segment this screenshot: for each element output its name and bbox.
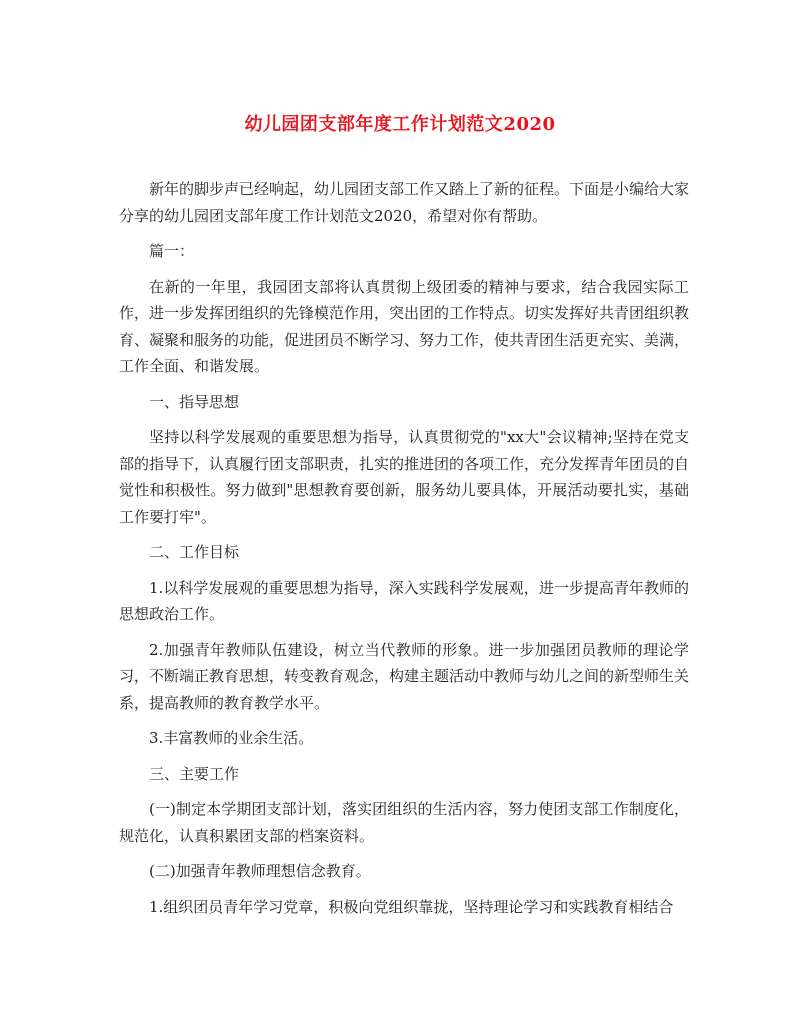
heading-main-work: 三、主要工作 bbox=[149, 764, 240, 783]
goal-item-1: 1.以科学发展观的重要思想为指导，深入实践科学发展观，进一步提高青年教师的思想政治工作。 bbox=[119, 578, 689, 623]
goal-item-2: 2.加强青年教师队伍建设，树立当代教师的形象。进一步加强团员教师的理论学习，不断端正教育思想，转变教育观念，构建主题活动中教师与幼儿之间的新型师生关系，提高教师的教育教学水平。 bbox=[119, 640, 690, 712]
paragraph-part-one: 篇一： bbox=[149, 242, 195, 260]
paragraph-guiding-ideology: 坚持以科学发展观的重要思想为指导，认真贯彻党的"xx大"会议精神;坚持在党支部的指导下，认真履行团支部职责，扎实的推进团的各项工作，充分发挥青年团员的自觉性和积极性。努力做到"思想教育要创新，服务幼儿要具体，开展活动要扎实，基础工作要打牢"。 bbox=[119, 428, 690, 526]
paragraph-overview: 在新的一年里，我园团支部将认真贯彻上级团委的精神与要求，结合我园实际工作，进一步发挥团组织的先锋模范作用，突出团的工作特点。切实发挥好共青团组织教育、凝聚和服务的功能，促进团员不断学习、努力工作，使共青团生活更充实、美满，工作全面、和谐发展。 bbox=[119, 277, 690, 375]
paragraph-intro: 新年的脚步声已经响起，幼儿园团支部工作又踏上了新的征程。下面是小编给大家分享的幼儿园团支部年度工作计划范文2020，希望对你有帮助。 bbox=[119, 180, 690, 225]
heading-work-goals: 二、工作目标 bbox=[149, 543, 240, 561]
document-title: 幼儿园团支部年度工作计划范文2020 bbox=[244, 114, 556, 135]
goal-item-3: 3.丰富教师的业余生活。 bbox=[149, 729, 314, 747]
work-item-1: (一)制定本学期团支部计划，落实团组织的生活内容，努力使团支部工作制度化，规范化，认真积累团支部的档案资料。 bbox=[119, 800, 689, 845]
work-item-2: (二)加强青年教师理想信念教育。 bbox=[149, 862, 371, 880]
heading-guiding-ideology: 一、指导思想 bbox=[149, 392, 240, 411]
document-body bbox=[119, 176, 689, 929]
work-subitem-1: 1.组织团员青年学习党章，积极向党组织靠拢，坚持理论学习和实践教育相结合 bbox=[149, 897, 674, 916]
